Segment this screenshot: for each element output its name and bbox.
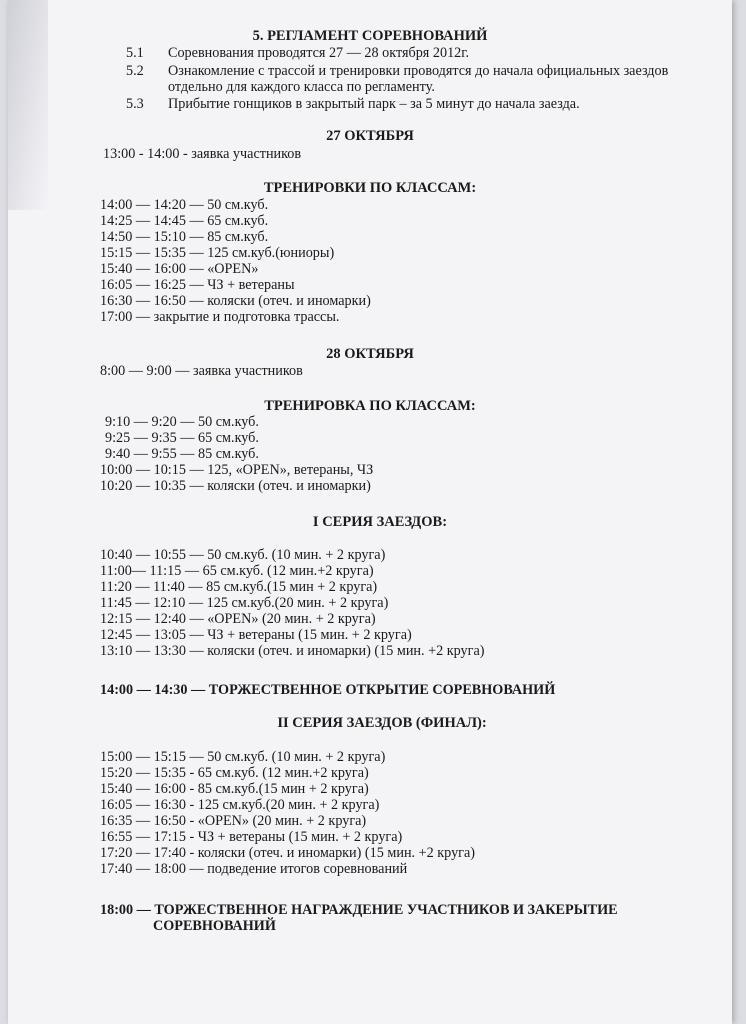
- schedule-row: 15:40 — 16:00 — «OPEN»: [100, 261, 259, 277]
- schedule-row: 12:15 — 12:40 — «OPEN» (20 мин. + 2 круга): [100, 611, 376, 627]
- schedule-row: 11:45 — 12:10 — 125 см.куб.(20 мин. + 2 круга): [100, 595, 389, 611]
- reglament-item: 5.3 Прибытие гонщиков в закрытый парк – за 5 минут до начала заезда.: [126, 96, 580, 112]
- series1-list: [100, 547, 484, 659]
- awards-ceremony-line1: 18:00 — ТОРЖЕСТВЕННОЕ НАГРАЖДЕНИЕ УЧАСТНИКОВ И ЗАКЕРЫТИЕ: [100, 902, 618, 918]
- schedule-row: 11:00— 11:15 — 65 см.куб. (12 мин.+2 круга): [100, 563, 374, 579]
- schedule-row: 16:35 — 16:50 - «OPEN» (20 мин. + 2 круга): [100, 813, 367, 829]
- day2-registration: 8:00 — 9:00 — заявка участников: [100, 363, 303, 379]
- reglament-item: 5.1 Соревнования проводятся 27 — 28 октября 2012г.: [126, 45, 470, 61]
- reglament-item: 5.2 Ознакомление с трассой и тренировки проводятся до начала официальных заездов: [126, 63, 669, 79]
- series2-title: II СЕРИЯ ЗАЕЗДОВ (ФИНАЛ):: [277, 715, 487, 731]
- schedule-row: 17:40 — 18:00 — подведение итогов соревнований: [100, 861, 408, 877]
- schedule-row: 9:40 — 9:55 — 85 см.куб.: [105, 446, 259, 462]
- day1-title: 27 ОКТЯБРЯ: [326, 128, 414, 144]
- schedule-row: 10:40 — 10:55 — 50 см.куб. (10 мин. + 2 круга): [100, 547, 386, 563]
- series1-title: I СЕРИЯ ЗАЕЗДОВ:: [312, 514, 448, 530]
- schedule-row: 17:00 — закрытие и подготовка трассы.: [100, 309, 340, 325]
- schedule-row: 16:55 — 17:15 - ЧЗ + ветераны (15 мин. + 2 круга): [100, 829, 403, 845]
- schedule-row: 14:25 — 14:45 — 65 см.куб.: [100, 213, 269, 229]
- reglament-item-cont: отдельно для каждого класса по регламенту.: [168, 79, 435, 95]
- schedule-row: 15:15 — 15:35 — 125 см.куб.(юниоры): [100, 245, 335, 261]
- awards-ceremony-line2: СОРЕВНОВАНИЙ: [153, 918, 276, 934]
- schedule-row: 15:40 — 16:00 - 85 см.куб.(15 мин + 2 круга): [100, 781, 369, 797]
- schedule-row: 13:10 — 13:30 — коляски (отеч. и иномарки) (15 мин. +2 круга): [100, 643, 485, 659]
- schedule-row: 16:30 — 16:50 — коляски (отеч. и иномарки): [100, 293, 371, 309]
- schedule-row: 11:20 — 11:40 — 85 см.куб.(15 мин + 2 круга): [100, 579, 378, 595]
- schedule-row: 14:50 — 15:10 — 85 см.куб.: [100, 229, 269, 245]
- day2-title: 28 ОКТЯБРЯ: [326, 346, 414, 362]
- reglament-items: [126, 45, 726, 112]
- schedule-row: 17:20 — 17:40 - коляски (отеч. и иномарки) (15 мин. +2 круга): [100, 845, 476, 861]
- schedule-row: 14:00 — 14:20 — 50 см.куб.: [100, 197, 269, 213]
- schedule-row: 10:00 — 10:15 — 125, «OPEN», ветераны, ЧЗ: [100, 462, 374, 478]
- schedule-row: 15:20 — 15:35 - 65 см.куб. (12 мин.+2 круга): [100, 765, 369, 781]
- opening-ceremony: 14:00 — 14:30 — ТОРЖЕСТВЕННОЕ ОТКРЫТИЕ СОРЕВНОВАНИЙ: [100, 682, 556, 698]
- schedule-row: 9:10 — 9:20 — 50 см.куб.: [105, 414, 259, 430]
- day2-training-list: [100, 414, 373, 494]
- series2-list: [100, 749, 475, 877]
- schedule-row: 15:00 — 15:15 — 50 см.куб. (10 мин. + 2 круга): [100, 749, 386, 765]
- schedule-row: 10:20 — 10:35 — коляски (отеч. и иномарки): [100, 478, 371, 494]
- schedule-row: 16:05 — 16:30 - 125 см.куб.(20 мин. + 2 круга): [100, 797, 380, 813]
- schedule-row: 12:45 — 13:05 — ЧЗ + ветераны (15 мин. + 2 круга): [100, 627, 412, 643]
- document-page: [8, 0, 732, 1024]
- schedule-row: 16:05 — 16:25 — ЧЗ + ветераны: [100, 277, 295, 293]
- document-content: [8, 0, 732, 1024]
- day1-registration: 13:00 - 14:00 - заявка участников: [103, 146, 302, 162]
- day2-training-title: ТРЕНИРОВКА ПО КЛАССАМ:: [264, 398, 476, 414]
- day1-training-title: ТРЕНИРОВКИ ПО КЛАССАМ:: [263, 180, 477, 196]
- schedule-row: 9:25 — 9:35 — 65 см.куб.: [105, 430, 259, 446]
- section-title: 5. РЕГЛАМЕНТ СОРЕВНОВАНИЙ: [252, 28, 488, 44]
- day1-training-list: [100, 197, 371, 325]
